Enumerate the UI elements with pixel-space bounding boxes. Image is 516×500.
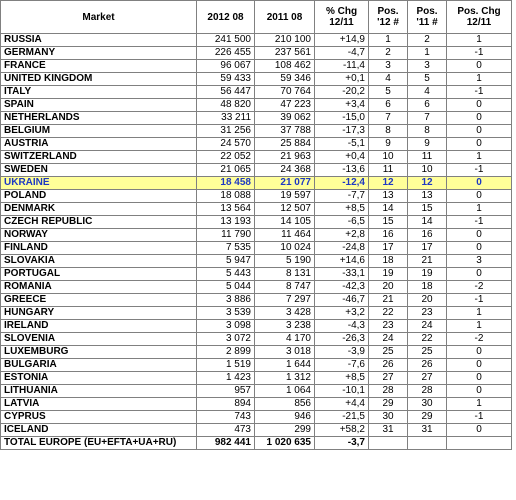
cell-market: LUXEMBURG	[1, 346, 197, 359]
cell-pos-change: 0	[447, 60, 512, 73]
cell-pos-12: 11	[369, 164, 408, 177]
cell-market: SWITZERLAND	[1, 151, 197, 164]
cell-pct-change: -17,3	[315, 125, 369, 138]
cell-market: UNITED KINGDOM	[1, 73, 197, 86]
cell-market: SLOVAKIA	[1, 255, 197, 268]
cell-2011: 11 464	[255, 229, 315, 242]
cell-2012: 56 447	[197, 86, 255, 99]
cell-2012: 13 193	[197, 216, 255, 229]
cell-market: GREECE	[1, 294, 197, 307]
cell-pos-12: 30	[369, 411, 408, 424]
cell-2011: 1 312	[255, 372, 315, 385]
header-pct-change-line2: 12/11	[329, 17, 354, 28]
cell-pos-12: 1	[369, 34, 408, 47]
cell-pos-change: 0	[447, 372, 512, 385]
cell-market: HUNGARY	[1, 307, 197, 320]
cell-pos-11: 22	[408, 333, 447, 346]
cell-pos-change: 0	[447, 242, 512, 255]
cell-2012: 22 052	[197, 151, 255, 164]
cell-2012: 59 433	[197, 73, 255, 86]
table-row	[1, 190, 512, 203]
cell-market: SPAIN	[1, 99, 197, 112]
cell-2011: 37 788	[255, 125, 315, 138]
cell-pos-11: 12	[408, 177, 447, 190]
cell-pct-change: +3,4	[315, 99, 369, 112]
header-2011-label: 2011 08	[266, 11, 303, 23]
header-2011	[255, 1, 315, 34]
header-pct-change	[315, 1, 369, 34]
cell-pos-11: 27	[408, 372, 447, 385]
cell-pos-change: -1	[447, 86, 512, 99]
cell-2011: 7 297	[255, 294, 315, 307]
cell-pos-11: 3	[408, 60, 447, 73]
cell-pos-11: 11	[408, 151, 447, 164]
table-row	[1, 229, 512, 242]
cell-2011: 10 024	[255, 242, 315, 255]
cell-pos-12: 24	[369, 333, 408, 346]
cell-pos-11: 6	[408, 99, 447, 112]
cell-pct-change: -6,5	[315, 216, 369, 229]
cell-pos-12: 3	[369, 60, 408, 73]
header-pos-change-line1: Pos. Chg	[457, 6, 501, 17]
cell-pos-11: 9	[408, 138, 447, 151]
cell-market: BELGIUM	[1, 125, 197, 138]
cell-pos-change: -1	[447, 164, 512, 177]
cell-2011: 25 884	[255, 138, 315, 151]
cell-pos-12: 14	[369, 203, 408, 216]
cell-pos-11: 21	[408, 255, 447, 268]
cell-market: AUSTRIA	[1, 138, 197, 151]
cell-2012: 5 443	[197, 268, 255, 281]
cell-pos-change: 0	[447, 359, 512, 372]
cell-2012: 2 899	[197, 346, 255, 359]
cell-pct-change: +4,4	[315, 398, 369, 411]
cell-market: NETHERLANDS	[1, 112, 197, 125]
cell-pos-12: 19	[369, 268, 408, 281]
cell-pos-change: 1	[447, 307, 512, 320]
cell-pos-change: -1	[447, 294, 512, 307]
cell-market: SWEDEN	[1, 164, 197, 177]
cell-2012: 18 088	[197, 190, 255, 203]
cell-pos-12: 13	[369, 190, 408, 203]
cell-pos-change: 0	[447, 268, 512, 281]
cell-pct-change: +14,6	[315, 255, 369, 268]
cell-2011: 24 368	[255, 164, 315, 177]
cell-pos-11: 25	[408, 346, 447, 359]
cell-pos-12: 5	[369, 86, 408, 99]
header-pos-11-line1: Pos.	[416, 6, 438, 17]
cell-2012: 18 458	[197, 177, 255, 190]
cell-pos-11: 26	[408, 359, 447, 372]
cell-pct-change: -7,6	[315, 359, 369, 372]
table-row	[1, 86, 512, 99]
cell-2011: 21 077	[255, 177, 315, 190]
cell-pos-change: 0	[447, 125, 512, 138]
cell-pos-change: -1	[447, 216, 512, 229]
cell-market: SLOVENIA	[1, 333, 197, 346]
cell-pct-change: +8,5	[315, 203, 369, 216]
cell-pct-change: -15,0	[315, 112, 369, 125]
cell-pct-change: +2,8	[315, 229, 369, 242]
cell-2012: 11 790	[197, 229, 255, 242]
cell-pct-change: -12,4	[315, 177, 369, 190]
header-pos-change	[447, 1, 512, 34]
cell-pos-11: 29	[408, 411, 447, 424]
table-row	[1, 346, 512, 359]
cell-2012: 13 564	[197, 203, 255, 216]
cell-pos-change: 0	[447, 229, 512, 242]
cell-pos-change: -1	[447, 47, 512, 60]
cell-market: CZECH REPUBLIC	[1, 216, 197, 229]
cell-market: POLAND	[1, 190, 197, 203]
cell-pos-change: 0	[447, 424, 512, 437]
cell-2011: 1 644	[255, 359, 315, 372]
cell-2012: 7 535	[197, 242, 255, 255]
table-row	[1, 99, 512, 112]
cell-pos-12: 25	[369, 346, 408, 359]
cell-2011: 856	[255, 398, 315, 411]
cell-2011: 39 062	[255, 112, 315, 125]
cell-pct-change: +14,9	[315, 34, 369, 47]
table-row	[1, 281, 512, 294]
cell-2011: 8 747	[255, 281, 315, 294]
cell-market: LATVIA	[1, 398, 197, 411]
cell-pos-change: 1	[447, 398, 512, 411]
table-row	[1, 151, 512, 164]
cell-pos-11: 1	[408, 47, 447, 60]
cell-pct-change: -46,7	[315, 294, 369, 307]
total-2012: 982 441	[197, 437, 255, 450]
cell-2011: 12 507	[255, 203, 315, 216]
cell-2012: 743	[197, 411, 255, 424]
cell-pos-change: 0	[447, 177, 512, 190]
cell-2011: 70 764	[255, 86, 315, 99]
cell-market: DENMARK	[1, 203, 197, 216]
cell-2011: 59 346	[255, 73, 315, 86]
header-pos-11	[408, 1, 447, 34]
cell-pos-12: 31	[369, 424, 408, 437]
total-pos-11	[408, 437, 447, 450]
cell-2012: 3 886	[197, 294, 255, 307]
cell-pos-12: 16	[369, 229, 408, 242]
cell-2012: 5 044	[197, 281, 255, 294]
cell-pos-12: 28	[369, 385, 408, 398]
total-pct-change: -3,7	[315, 437, 369, 450]
cell-pos-change: 1	[447, 151, 512, 164]
table-row	[1, 307, 512, 320]
table-row	[1, 385, 512, 398]
cell-2012: 24 570	[197, 138, 255, 151]
cell-2011: 5 190	[255, 255, 315, 268]
cell-pct-change: -10,1	[315, 385, 369, 398]
cell-market: FINLAND	[1, 242, 197, 255]
cell-pos-12: 8	[369, 125, 408, 138]
header-2012-label: 2012 08	[207, 11, 244, 23]
total-row	[1, 437, 512, 450]
cell-pos-12: 15	[369, 216, 408, 229]
cell-pct-change: -26,3	[315, 333, 369, 346]
cell-pos-12: 10	[369, 151, 408, 164]
cell-pos-11: 20	[408, 294, 447, 307]
table-row	[1, 125, 512, 138]
cell-market: ITALY	[1, 86, 197, 99]
cell-pct-change: +3,2	[315, 307, 369, 320]
header-pos-12-line1: Pos.	[377, 6, 399, 17]
cell-pct-change: -13,6	[315, 164, 369, 177]
table-row-highlighted	[1, 177, 512, 190]
cell-2012: 957	[197, 385, 255, 398]
cell-pos-change: 0	[447, 99, 512, 112]
cell-2011: 8 131	[255, 268, 315, 281]
cell-2012: 1 423	[197, 372, 255, 385]
cell-pos-11: 19	[408, 268, 447, 281]
cell-2012: 3 072	[197, 333, 255, 346]
header-pos-11-line2: '11 #	[416, 17, 438, 28]
cell-pos-12: 27	[369, 372, 408, 385]
table-row	[1, 138, 512, 151]
cell-pos-11: 17	[408, 242, 447, 255]
cell-market: GERMANY	[1, 47, 197, 60]
cell-pos-11: 2	[408, 34, 447, 47]
cell-2011: 19 597	[255, 190, 315, 203]
cell-market: RUSSIA	[1, 34, 197, 47]
header-market	[1, 1, 197, 34]
table-row	[1, 411, 512, 424]
cell-pos-11: 16	[408, 229, 447, 242]
cell-pos-11: 24	[408, 320, 447, 333]
cell-pos-11: 10	[408, 164, 447, 177]
cell-2012: 48 820	[197, 99, 255, 112]
cell-pct-change: +0,1	[315, 73, 369, 86]
table-row	[1, 424, 512, 437]
header-2012	[197, 1, 255, 34]
cell-pos-11: 15	[408, 203, 447, 216]
cell-pct-change: -5,1	[315, 138, 369, 151]
cell-pos-12: 17	[369, 242, 408, 255]
cell-pos-change: 1	[447, 73, 512, 86]
cell-pos-change: 0	[447, 346, 512, 359]
cell-2012: 96 067	[197, 60, 255, 73]
table-row	[1, 112, 512, 125]
cell-market: PORTUGAL	[1, 268, 197, 281]
cell-2012: 1 519	[197, 359, 255, 372]
cell-pct-change: -42,3	[315, 281, 369, 294]
cell-pos-11: 8	[408, 125, 447, 138]
cell-pos-11: 14	[408, 216, 447, 229]
cell-pos-11: 5	[408, 73, 447, 86]
cell-2011: 3 018	[255, 346, 315, 359]
cell-market: LITHUANIA	[1, 385, 197, 398]
cell-market: ROMANIA	[1, 281, 197, 294]
table-row	[1, 216, 512, 229]
cell-pct-change: -4,7	[315, 47, 369, 60]
cell-pos-12: 12	[369, 177, 408, 190]
cell-market: FRANCE	[1, 60, 197, 73]
cell-pos-change: -2	[447, 333, 512, 346]
cell-market: ESTONIA	[1, 372, 197, 385]
cell-pct-change: +8,5	[315, 372, 369, 385]
cell-pos-change: 0	[447, 138, 512, 151]
cell-pct-change: -7,7	[315, 190, 369, 203]
table-row	[1, 359, 512, 372]
cell-pos-change: 0	[447, 385, 512, 398]
cell-pct-change: +0,4	[315, 151, 369, 164]
cell-2012: 226 455	[197, 47, 255, 60]
cell-market: ICELAND	[1, 424, 197, 437]
cell-pos-12: 29	[369, 398, 408, 411]
total-pos-12	[369, 437, 408, 450]
cell-2011: 47 223	[255, 99, 315, 112]
cell-2011: 210 100	[255, 34, 315, 47]
table-row	[1, 73, 512, 86]
cell-2012: 894	[197, 398, 255, 411]
table-row	[1, 320, 512, 333]
cell-pct-change: -21,5	[315, 411, 369, 424]
cell-pos-12: 22	[369, 307, 408, 320]
cell-pos-change: -2	[447, 281, 512, 294]
cell-2012: 21 065	[197, 164, 255, 177]
cell-pos-11: 4	[408, 86, 447, 99]
cell-market: CYPRUS	[1, 411, 197, 424]
table-row	[1, 268, 512, 281]
table-row	[1, 60, 512, 73]
cell-2011: 3 428	[255, 307, 315, 320]
cell-2012: 241 500	[197, 34, 255, 47]
cell-pos-11: 18	[408, 281, 447, 294]
cell-pos-11: 28	[408, 385, 447, 398]
cell-2012: 3 098	[197, 320, 255, 333]
table-row	[1, 203, 512, 216]
cell-pos-change: 3	[447, 255, 512, 268]
cell-pos-change: -1	[447, 411, 512, 424]
cell-pos-12: 18	[369, 255, 408, 268]
cell-pct-change: -20,2	[315, 86, 369, 99]
cell-2011: 1 064	[255, 385, 315, 398]
table-row	[1, 34, 512, 47]
header-market-label: Market	[82, 11, 115, 23]
table-body	[1, 34, 512, 437]
total-market: TOTAL EUROPE (EU+EFTA+UA+RU)	[1, 437, 197, 450]
cell-2012: 3 539	[197, 307, 255, 320]
cell-pct-change: -11,4	[315, 60, 369, 73]
cell-2011: 4 170	[255, 333, 315, 346]
cell-pos-12: 6	[369, 99, 408, 112]
table-row	[1, 164, 512, 177]
table-row	[1, 398, 512, 411]
cell-2011: 299	[255, 424, 315, 437]
header-pct-change-line1: % Chg	[325, 6, 358, 17]
cell-pct-change: -4,3	[315, 320, 369, 333]
cell-pos-12: 4	[369, 73, 408, 86]
cell-pos-12: 23	[369, 320, 408, 333]
cell-2011: 237 561	[255, 47, 315, 60]
cell-pos-12: 9	[369, 138, 408, 151]
cell-market: IRELAND	[1, 320, 197, 333]
cell-2012: 5 947	[197, 255, 255, 268]
cell-pos-12: 21	[369, 294, 408, 307]
cell-2012: 473	[197, 424, 255, 437]
cell-pos-change: 0	[447, 190, 512, 203]
header-pos-12-line2: '12 #	[377, 17, 399, 28]
cell-pos-change: 1	[447, 203, 512, 216]
total-2011: 1 020 635	[255, 437, 315, 450]
cell-2011: 946	[255, 411, 315, 424]
cell-2012: 31 256	[197, 125, 255, 138]
cell-pos-11: 13	[408, 190, 447, 203]
cell-pos-12: 7	[369, 112, 408, 125]
total-pos-change	[447, 437, 512, 450]
table-row	[1, 333, 512, 346]
cell-2011: 14 105	[255, 216, 315, 229]
header-pos-change-line2: 12/11	[466, 17, 492, 28]
header-pos-12	[369, 1, 408, 34]
cell-market: NORWAY	[1, 229, 197, 242]
cell-2012: 33 211	[197, 112, 255, 125]
cell-pos-change: 0	[447, 112, 512, 125]
cell-pos-11: 31	[408, 424, 447, 437]
cell-market: UKRAINE	[1, 177, 197, 190]
cell-pos-12: 26	[369, 359, 408, 372]
table-row	[1, 242, 512, 255]
cell-pct-change: -3,9	[315, 346, 369, 359]
table-row	[1, 294, 512, 307]
cell-2011: 21 963	[255, 151, 315, 164]
cell-2011: 108 462	[255, 60, 315, 73]
cell-pos-change: 1	[447, 320, 512, 333]
cell-pos-11: 7	[408, 112, 447, 125]
cell-pct-change: -33,1	[315, 268, 369, 281]
table-row	[1, 47, 512, 60]
cell-pct-change: -24,8	[315, 242, 369, 255]
cell-pct-change: +58,2	[315, 424, 369, 437]
cell-pos-11: 30	[408, 398, 447, 411]
cell-pos-11: 23	[408, 307, 447, 320]
table-row	[1, 372, 512, 385]
cell-pos-12: 20	[369, 281, 408, 294]
table-row	[1, 255, 512, 268]
cell-market: BULGARIA	[1, 359, 197, 372]
cell-pos-change: 1	[447, 34, 512, 47]
cell-pos-12: 2	[369, 47, 408, 60]
cell-2011: 3 238	[255, 320, 315, 333]
header-row	[1, 1, 512, 34]
